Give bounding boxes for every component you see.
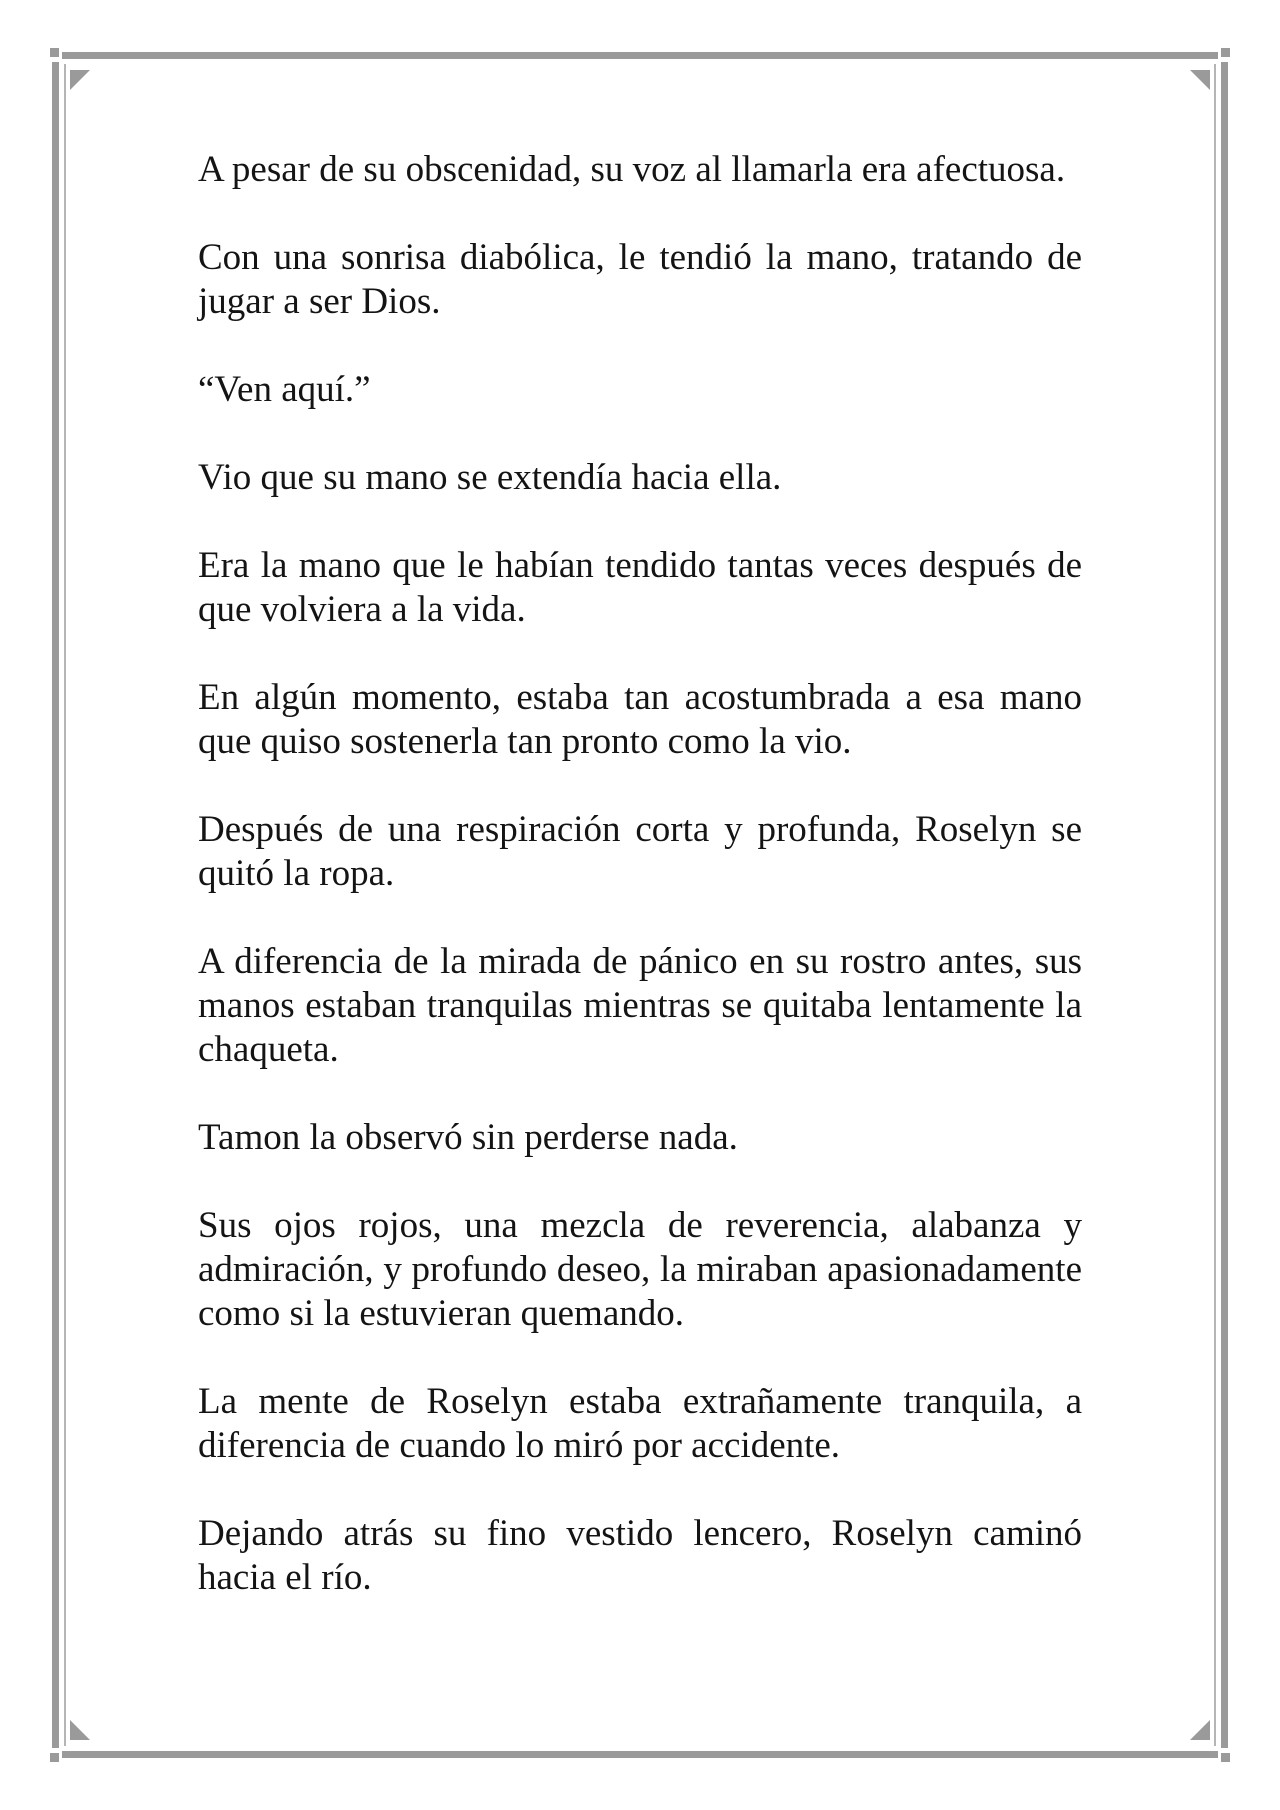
paragraph: Vio que su mano se extendía hacia ella. xyxy=(198,457,782,498)
paragraph: Dejando atrás su fino vestido lencero, Roselyn caminó hacia el río. xyxy=(198,1513,1082,1598)
paragraph: “Ven aquí.” xyxy=(198,369,371,410)
paragraph: Con una sonrisa diabólica, le tendió la mano, tratando de jugar a ser Dios. xyxy=(198,237,1082,322)
paragraph: A pesar de su obscenidad, su voz al llamarla era afectuosa. xyxy=(198,149,1066,190)
paragraph: En algún momento, estaba tan acostumbrada a esa mano que quiso sostenerla tan pronto como la vio. xyxy=(198,677,1082,762)
paragraph: Después de una respiración corta y profunda, Roselyn se quitó la ropa. xyxy=(198,809,1082,894)
paragraph: Tamon la observó sin perderse nada. xyxy=(198,1117,738,1158)
page-text xyxy=(198,148,1082,1644)
paragraph: Era la mano que le habían tendido tantas veces después de que volviera a la vida. xyxy=(198,545,1082,630)
paragraph: La mente de Roselyn estaba extrañamente tranquila, a diferencia de cuando lo miró por accidente. xyxy=(198,1381,1082,1466)
paragraph: Sus ojos rojos, una mezcla de reverencia, alabanza y admiración, y profundo deseo, la miraban apasionadamente como si la estuvieran quemando. xyxy=(198,1205,1082,1334)
paragraph: A diferencia de la mirada de pánico en su rostro antes, sus manos estaban tranquilas mientras se quitaba lentamente la chaqueta. xyxy=(198,941,1082,1070)
